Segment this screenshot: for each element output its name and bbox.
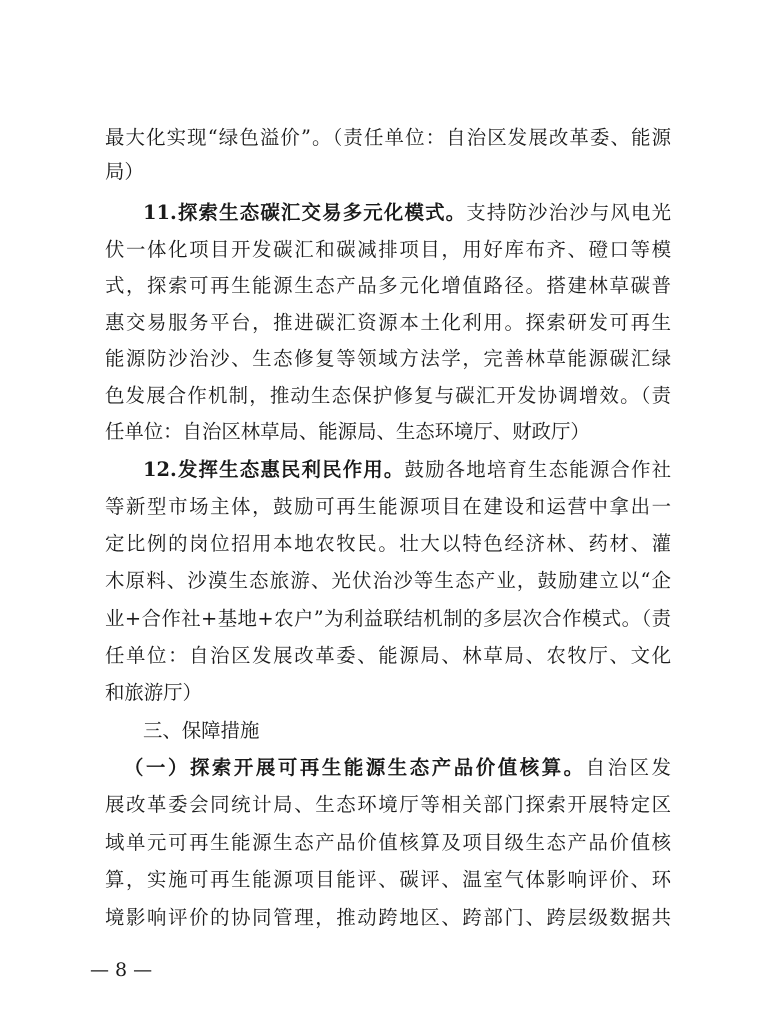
text-line: 局） (105, 160, 144, 183)
paragraph-item-12-first-line (143, 458, 671, 482)
text-line: 域单元可再生能源生态产品价值核算及项目级生态产品价值核 (105, 831, 671, 854)
item-11-heading: 11.探索生态碳汇交易多元化模式。 (143, 201, 467, 224)
text-line: 任单位：自治区林草局、能源局、生态环境厅、财政厅） (105, 420, 590, 443)
text-line: 等新型市场主体，鼓励可再生能源项目在建设和运营中拿出一 (105, 495, 671, 518)
text-line: 定比例的岗位招用本地农牧民。壮大以特色经济林、药材、灌 (105, 532, 671, 555)
text-line: 展改革委会同统计局、生态环境厅等相关部门探索开展特定区 (105, 793, 671, 816)
text-line: 自治区发 (585, 756, 671, 779)
text-line: 境影响评价的协同管理，推动跨地区、跨部门、跨层级数据共 (105, 906, 671, 929)
text-line: 色发展合作机制，推动生态保护修复与碳汇开发协调增效。（责 (105, 384, 671, 407)
text-line: 最大化实现“绿色溢价”。（责任单位：自治区发展改革委、能源 (105, 126, 671, 149)
item-12-heading: 12.发挥生态惠民利民作用。 (143, 458, 405, 481)
text-line: 任单位：自治区发展改革委、能源局、林草局、农牧厅、文化 (105, 644, 671, 667)
page-number: — 8 — (90, 959, 153, 981)
paragraph-sub-1-first-line (124, 756, 671, 780)
text-line: 木原料、沙漠生态旅游、光伏治沙等生态产业，鼓励建立以“企 (105, 569, 671, 592)
section-heading: 三、保障措施 (143, 719, 260, 742)
paragraph-item-11-first-line (143, 201, 671, 225)
text-line: 支持防沙治沙与风电光 (466, 201, 671, 224)
text-line: 算，实施可再生能源项目能评、碳评、温室气体影响评价、环 (105, 868, 671, 891)
text-line: 业+合作社+基地+农户”为利益联结机制的多层次合作模式。（责 (105, 607, 671, 630)
text-line: 鼓励各地培育生态能源合作社 (404, 458, 671, 481)
sub-1-heading: （一）探索开展可再生能源生态产品价值核算。 (124, 756, 586, 779)
text-line: 和旅游厅） (105, 681, 202, 704)
text-line: 惠交易服务平台，推进碳汇资源本土化利用。探索研发可再生 (105, 311, 671, 334)
text-line: 伏一体化项目开发碳汇和碳减排项目，用好库布齐、磴口等模 (105, 238, 671, 261)
text-line: 式，探索可再生能源生态产品多元化增值路径。搭建林草碳普 (105, 274, 671, 297)
text-line: 能源防沙治沙、生态修复等领域方法学，完善林草能源碳汇绿 (105, 347, 671, 370)
